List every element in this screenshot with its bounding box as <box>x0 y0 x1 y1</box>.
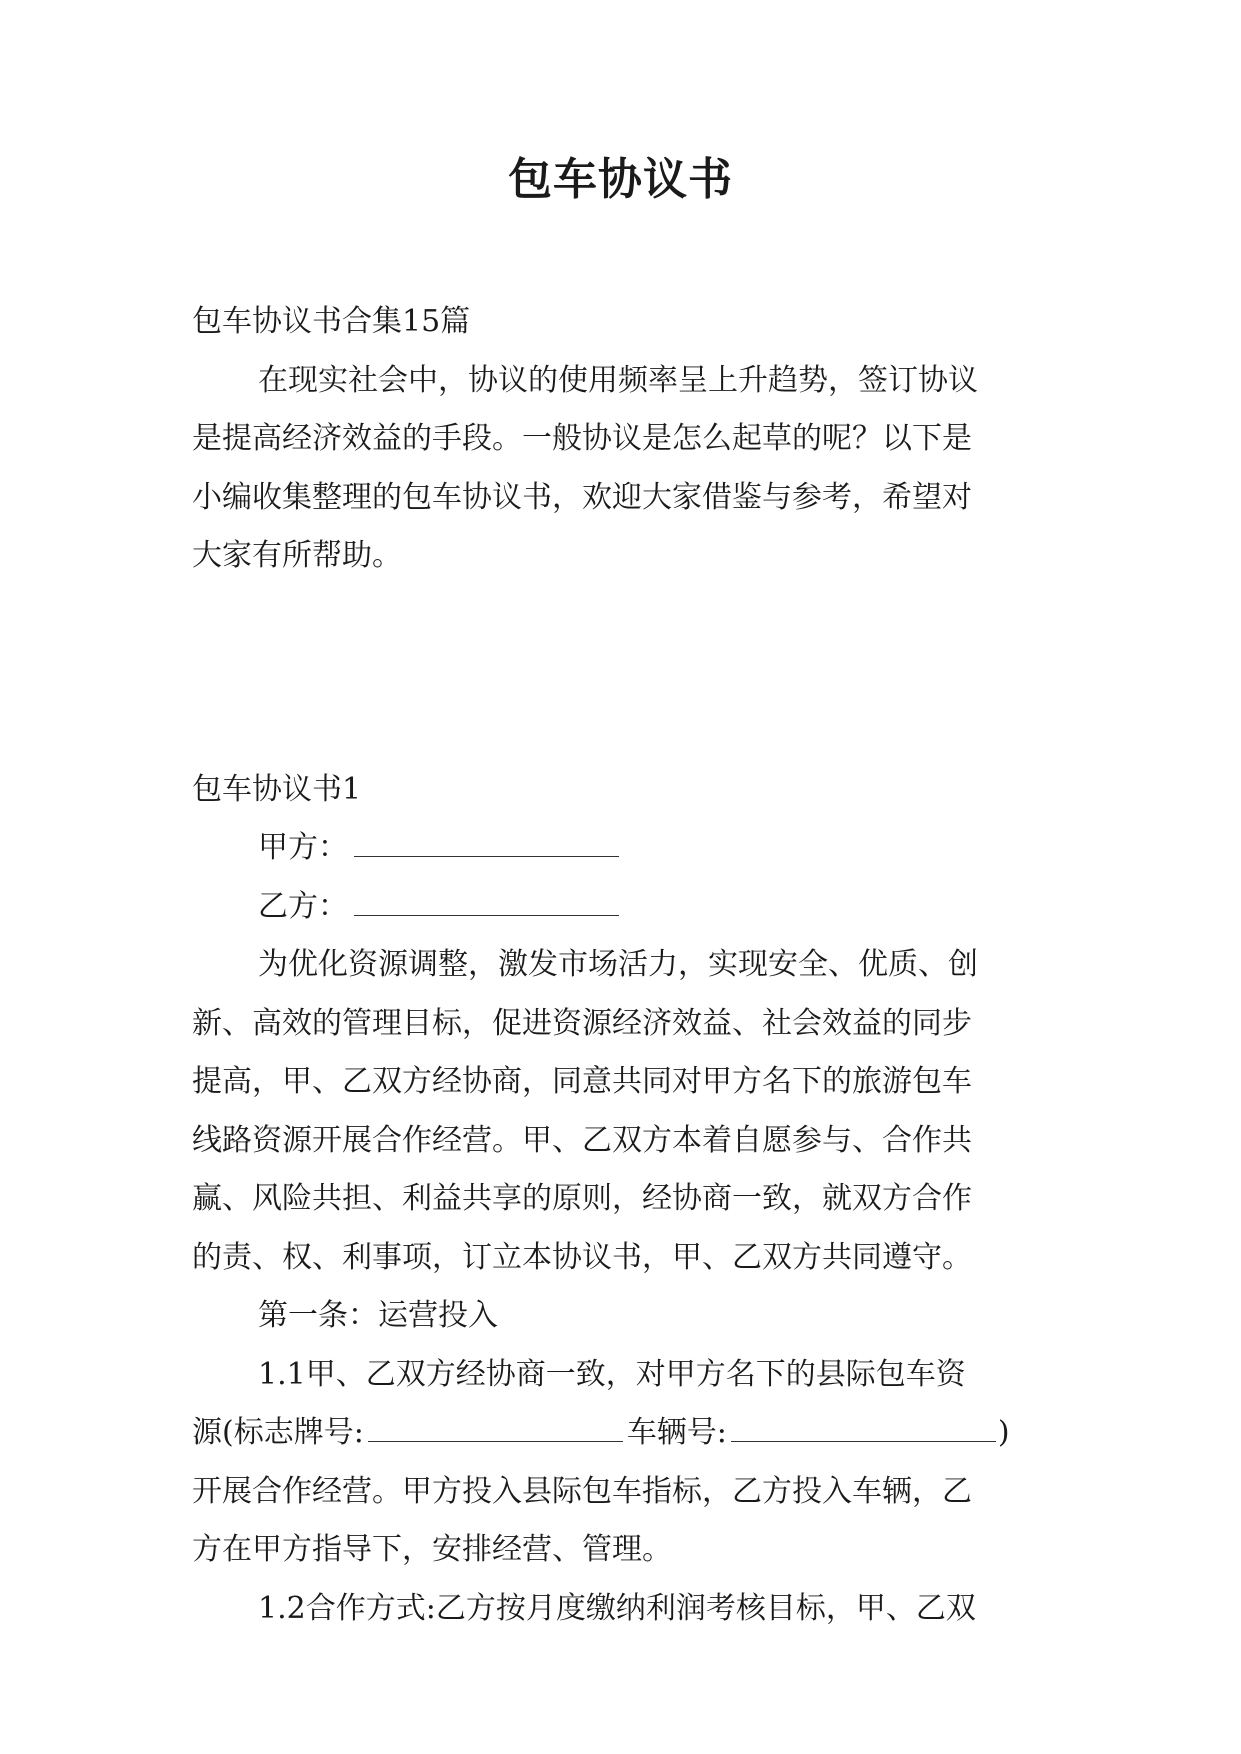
party-b-label: 乙方： <box>258 888 348 924</box>
clause-1-2-line: 1.2合作方式:乙方按月度缴纳利润考核目标，甲、乙双 <box>258 1590 976 1626</box>
purpose-line: 为优化资源调整，激发市场活力，实现安全、优质、创 <box>258 947 978 982</box>
clause-1-1-line: 1.1甲、乙双方经协商一致，对甲方名下的县际包车资 <box>258 1356 966 1392</box>
document-body <box>192 293 1052 1638</box>
clause-1-1-line <box>192 1404 1052 1463</box>
closing-paren: ) <box>997 1415 1010 1450</box>
party-b-blank-field[interactable] <box>354 887 619 916</box>
article-1-heading: 第一条：运营投入 <box>258 1298 498 1333</box>
vehicle-number-label: 车辆号: <box>626 1415 727 1450</box>
party-a-line <box>192 819 1052 878</box>
intro-line: 在现实社会中，协议的使用频率呈上升趋势，签订协议 <box>258 362 978 398</box>
intro-line: 小编收集整理的包车协议书，欢迎大家借鉴与参考，希望对 <box>192 479 972 515</box>
section-spacer <box>192 586 1052 761</box>
section-heading: 包车协议书1 <box>192 771 362 807</box>
clause-1-1-line: 方在甲方指导下，安排经营、管理。 <box>192 1532 672 1567</box>
purpose-line: 赢、风险共担、利益共享的原则，经协商一致，就双方合作 <box>192 1181 972 1216</box>
party-a-label: 甲方： <box>258 830 348 865</box>
party-b-line <box>192 878 1052 937</box>
party-a-blank-field[interactable] <box>354 828 619 857</box>
vehicle-number-blank-field[interactable] <box>731 1413 996 1442</box>
clause-1-1-line: 开展合作经营。甲方投入县际包车指标，乙方投入车辆，乙 <box>192 1473 972 1509</box>
page-title: 包车协议书 <box>508 154 733 205</box>
purpose-line: 线路资源开展合作经营。甲、乙双方本着自愿参与、合作共 <box>192 1122 972 1158</box>
intro-line: 是提高经济效益的手段。一般协议是怎么起草的呢？以下是 <box>192 421 972 456</box>
purpose-line: 的责、权、利事项，订立本协议书，甲、乙双方共同遵守。 <box>192 1239 972 1275</box>
purpose-line: 新、高效的管理目标，促进资源经济效益、社会效益的同步 <box>192 1005 972 1041</box>
plate-number-blank-field[interactable] <box>368 1413 623 1442</box>
purpose-line: 提高，甲、乙双方经协商，同意共同对甲方名下的旅游包车 <box>192 1064 972 1099</box>
collection-heading: 包车协议书合集15篇 <box>192 304 471 339</box>
plate-number-label: 源(标志牌号: <box>192 1415 364 1450</box>
intro-line: 大家有所帮助。 <box>192 538 402 573</box>
